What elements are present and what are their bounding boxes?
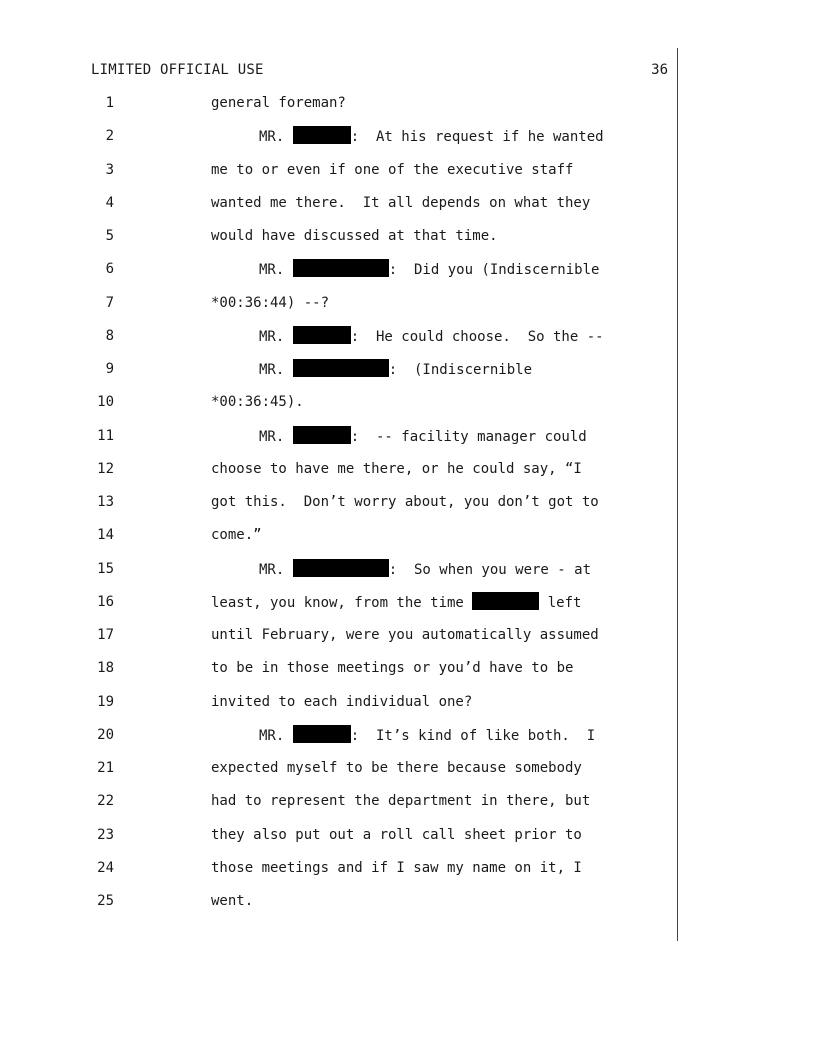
transcript-line [0,825,816,858]
transcript-line [0,259,816,292]
line-number: 14 [97,527,114,544]
line-number: 9 [105,361,114,377]
line-number: 4 [105,194,114,211]
speaker-line-text [259,326,604,347]
line-number: 8 [105,327,114,344]
line-number: 16 [97,593,114,610]
line-number: 5 [105,228,114,244]
line-number: 24 [97,859,114,876]
line-number: 1 [105,95,114,111]
speaker-line-text [259,259,599,280]
speech-text: : He could choose. So the -- [350,328,604,345]
transcript-line [0,459,816,492]
redaction-block [293,725,351,743]
speech-text: least, you know, from the time [211,594,473,611]
speaker-line-text [259,725,595,746]
line-text: had to represent the department in there, but [211,793,591,810]
redaction-block [293,559,389,577]
speaker-line-text [259,426,587,447]
speech-text: : -- facility manager could [350,428,587,445]
line-text [211,592,581,613]
line-number: 17 [97,627,114,643]
line-number: 12 [97,460,114,477]
redaction-block [293,426,351,444]
line-number: 23 [97,826,114,843]
line-number: 2 [105,128,114,145]
speaker-prefix: MR. [259,262,293,279]
transcript-line [0,193,816,226]
transcript-line [0,559,816,592]
speaker-line-text [259,126,604,147]
transcript-line [0,492,816,525]
speech-text: : So when you were - at [388,561,592,578]
speech-text: left [539,594,582,611]
line-number: 22 [97,793,114,810]
transcript-line [0,426,816,459]
redaction-block [293,259,389,277]
line-text: got this. Don’t worry about, you don’t got to [211,494,599,510]
line-text: they also put out a roll call sheet prior to [211,826,582,843]
transcript-line [0,791,816,824]
speech-text: : It’s kind of like both. I [350,727,596,744]
line-text: me to or even if one of the executive staff [211,161,574,178]
transcript-line [0,93,816,126]
line-text: to be in those meetings or you’d have to be [211,660,574,677]
transcript-body [0,93,816,924]
speaker-prefix: MR. [259,727,293,744]
redaction-block [293,326,351,344]
speaker-line-text [259,559,591,580]
speaker-prefix: MR. [259,428,293,445]
speech-text: : (Indiscernible [388,362,533,378]
transcript-line [0,326,816,359]
line-number: 3 [105,161,114,178]
speaker-prefix: MR. [259,328,293,345]
transcript-line [0,891,816,924]
line-text: come.” [211,527,262,544]
line-text: *00:36:44) --? [211,294,330,311]
line-text: wanted me there. It all depends on what they [211,194,591,211]
line-text: general foreman? [211,95,346,111]
transcript-line [0,226,816,259]
transcript-line [0,758,816,791]
line-number: 15 [97,560,114,577]
line-number: 18 [97,660,114,677]
transcript-line [0,525,816,558]
speaker-prefix: MR. [259,129,293,146]
transcript-line [0,392,816,425]
line-text: *00:36:45). [211,394,304,411]
speaker-line-text [259,359,532,380]
line-text: choose to have me there, or he could say, “I [211,460,582,477]
line-number: 13 [97,494,114,510]
speech-text: : Did you (Indiscernible [388,262,600,279]
line-number: 19 [97,693,114,710]
line-number: 21 [97,760,114,776]
line-number: 11 [97,427,114,444]
line-number: 6 [105,261,114,278]
transcript-line [0,160,816,193]
line-text: those meetings and if I saw my name on it, I [211,859,582,876]
page-number: 36 [651,62,668,78]
line-number: 25 [97,893,114,909]
line-number: 10 [97,394,114,411]
line-text: invited to each individual one? [211,693,473,710]
transcript-line [0,658,816,691]
transcript-line [0,359,816,392]
redaction-block [472,592,539,610]
speech-text: : At his request if he wanted [350,129,604,146]
redaction-block [293,126,351,144]
line-text: went. [211,893,254,909]
transcript-line [0,725,816,758]
line-text: expected myself to be there because somebody [211,760,582,776]
line-number: 7 [105,294,114,311]
speaker-prefix: MR. [259,561,293,578]
redaction-block [293,359,389,377]
line-text: would have discussed at that time. [211,228,498,244]
transcript-line [0,625,816,658]
transcript-line [0,293,816,326]
speaker-prefix: MR. [259,362,293,378]
transcript-line [0,592,816,625]
line-text: until February, were you automatically assumed [211,627,599,643]
transcript-line [0,126,816,159]
transcript-line [0,858,816,891]
header-classification-label: LIMITED OFFICIAL USE [91,62,264,78]
transcript-line [0,692,816,725]
line-number: 20 [97,726,114,743]
